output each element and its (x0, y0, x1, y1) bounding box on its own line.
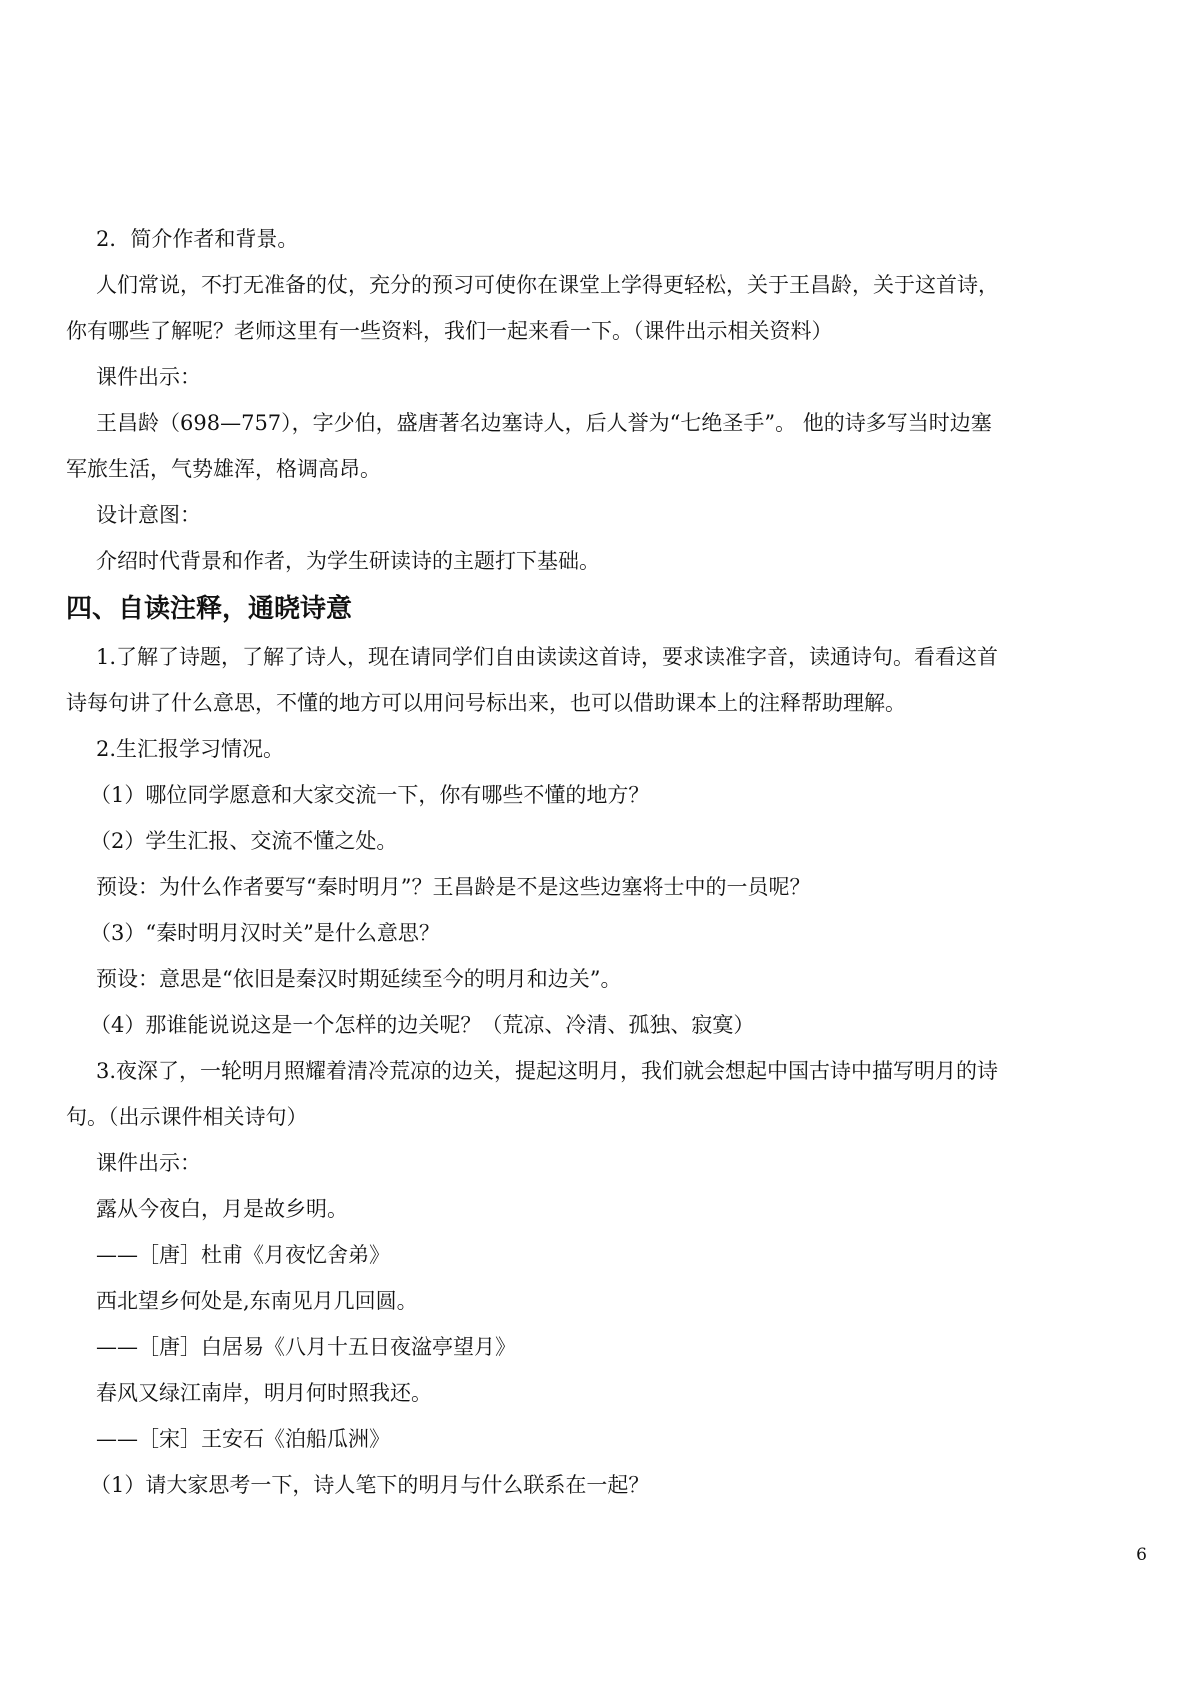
poem-line: 春风又绿江南岸，明月何时照我还。 (96, 1381, 432, 1405)
poem-line: 露从今夜白，月是故乡明。 (96, 1197, 348, 1221)
paragraph-preview-intro (66, 262, 1136, 354)
paragraph-question-moon: （1）请大家思考一下，诗人笔下的明月与什么联系在一起？ (90, 1473, 650, 1497)
poem-line: 西北望乡何处是,东南见月几回圆。 (96, 1289, 418, 1313)
paragraph-moon-poems-intro (66, 1048, 1136, 1140)
paragraph-student-report: 2.生汇报学习情况。 (96, 737, 285, 761)
paragraph-line: 人们常说，不打无准备的仗，充分的预习可使你在课堂上学得更轻松，关于王昌龄，关于这首诗， (96, 273, 999, 297)
poem-attribution: ——［唐］杜甫《月夜忆舍弟》 (96, 1243, 390, 1267)
paragraph-preset-1: 预设：为什么作者要写“秦时明月”？王昌龄是不是这些边塞将士中的一员呢？ (96, 875, 811, 899)
document-body (66, 216, 1136, 1508)
paragraph-question-2: （2）学生汇报、交流不懂之处。 (90, 829, 398, 853)
paragraph-preset-2: 预设：意思是“依旧是秦汉时期延续至今的明月和边关”。 (96, 967, 622, 991)
paragraph-line: 军旅生活，气势雄浑，格调高昂。 (66, 457, 381, 481)
paragraph-question-4: （4）那谁能说说这是一个怎样的边关呢？（荒凉、冷清、孤独、寂寞） (90, 1013, 755, 1037)
paragraph-line: 3.夜深了，一轮明月照耀着清冷荒凉的边关，提起这明月，我们就会想起中国古诗中描写明月的诗 (96, 1059, 999, 1083)
courseware-label: 课件出示： (96, 1151, 201, 1175)
paragraph-line: 你有哪些了解呢？老师这里有一些资料，我们一起来看一下。（课件出示相关资料） (66, 319, 833, 343)
paragraph-self-reading (66, 634, 1136, 726)
paragraph-question-3: （3）“秦时明月汉时关”是什么意思？ (90, 921, 440, 945)
paragraph-line: 诗每句讲了什么意思，不懂的地方可以用问号标出来，也可以借助课本上的注释帮助理解。 (66, 691, 906, 715)
paragraph-wang-changling-bio (66, 400, 1136, 492)
paragraph-line: 1.了解了诗题，了解了诗人，现在请同学们自由读读这首诗，要求读准字音，读通诗句。看看这首 (96, 645, 999, 669)
poem-attribution: ——［宋］王安石《泊船瓜洲》 (96, 1427, 390, 1451)
poem-attribution: ——［唐］白居易《八月十五日夜湓亭望月》 (96, 1335, 516, 1359)
paragraph-author-background: 2．简介作者和背景。 (96, 227, 299, 251)
design-intent-text: 介绍时代背景和作者，为学生研读诗的主题打下基础。 (96, 549, 600, 573)
design-intent-label: 设计意图： (96, 503, 201, 527)
paragraph-line: 句。（出示课件相关诗句） (66, 1105, 308, 1129)
section-heading-four: 四、自读注释，通晓诗意 (66, 594, 353, 624)
page-number: 6 (1136, 1545, 1147, 1565)
paragraph-line: 王昌龄（698—757），字少伯，盛唐著名边塞诗人，后人誉为“七绝圣手”。 他的诗多写当时边塞 (96, 411, 992, 435)
paragraph-question-1: （1）哪位同学愿意和大家交流一下，你有哪些不懂的地方？ (90, 783, 650, 807)
courseware-label: 课件出示： (96, 365, 201, 389)
